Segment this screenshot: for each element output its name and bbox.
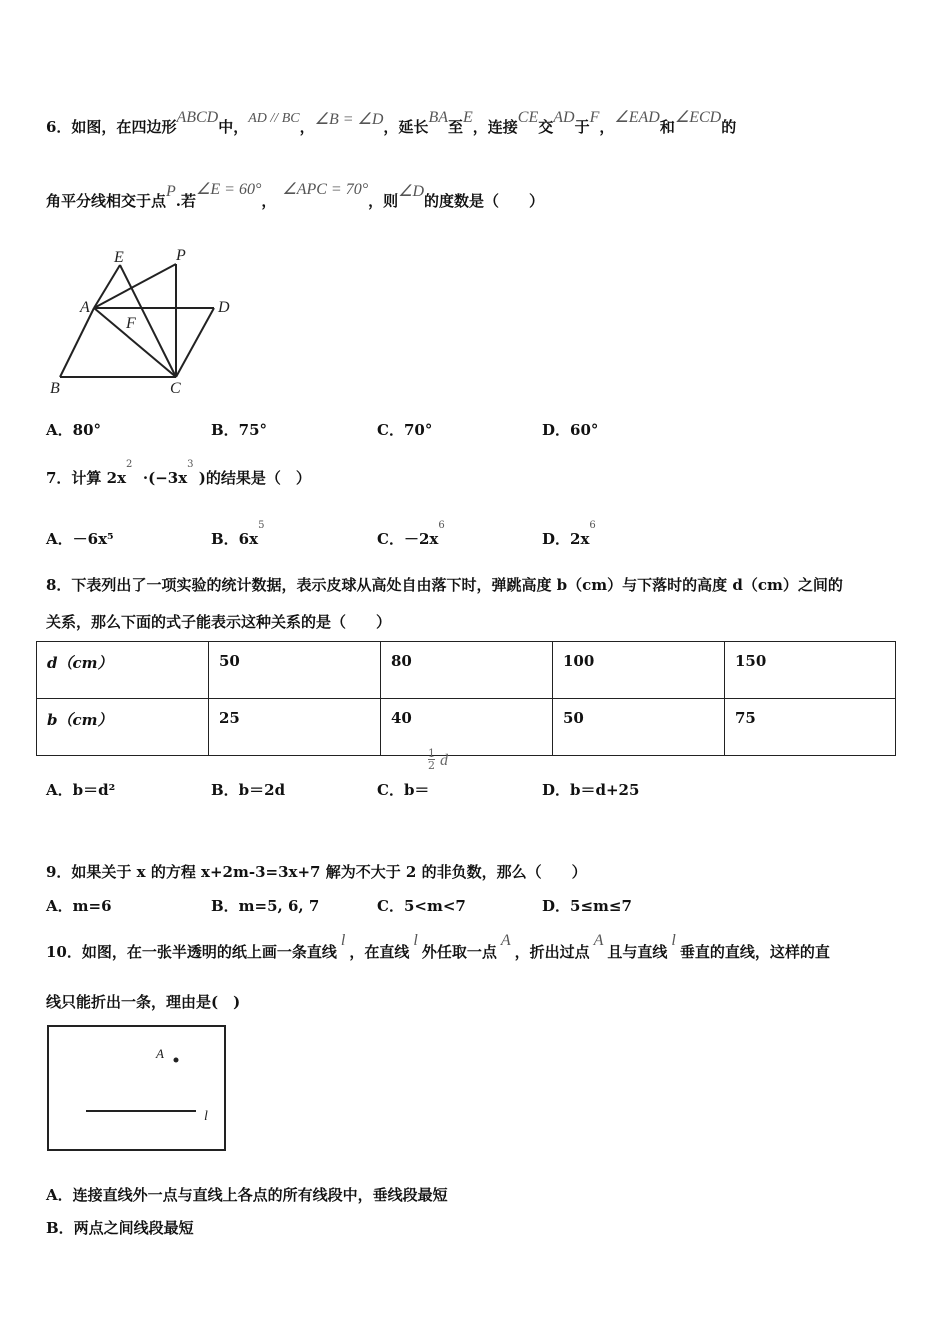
q6-line2 (46, 181, 545, 211)
text: 垂直的直线，这样的直 (679, 943, 830, 961)
text: 角平分线相交于点 (46, 192, 167, 210)
fig-label-b: B (50, 380, 60, 397)
q6-option-c[interactable]: C．70° (377, 421, 433, 439)
q10-paper-figure (46, 1024, 230, 1154)
text: ，延长 (383, 118, 429, 136)
text: ·(−3x (142, 469, 188, 487)
q10-line2: 线只能折出一条，理由是( ) (46, 993, 241, 1011)
q7-stem (46, 459, 311, 488)
text: 的度数是（ ） (424, 192, 545, 210)
table-cell: 100 (553, 642, 725, 699)
table-cell: 50 (209, 642, 381, 699)
math-l: l (413, 932, 418, 949)
q8-data-table (36, 641, 896, 756)
math-p: P (166, 183, 176, 200)
table-cell: 50 (553, 699, 725, 756)
q9-stem: 9．如果关于 x 的方程 x+2m-3=3x+7 解为不大于 2 的非负数，那么（ ） (46, 863, 587, 881)
text: 交 (538, 118, 554, 136)
math-angle-e-60: ∠E = 60° (196, 181, 262, 198)
text: B．6x (211, 530, 259, 548)
table-cell: 75 (725, 699, 896, 756)
q6-option-a[interactable]: A．80° (46, 421, 102, 439)
table-cell: 150 (725, 642, 896, 699)
text: .若 (175, 192, 197, 210)
q8-option-d[interactable]: D．b＝d+25 (542, 781, 640, 799)
math-abcd: ABCD (176, 109, 219, 126)
math-a: A (593, 932, 604, 949)
fraction-one-half (428, 748, 435, 771)
table-row (37, 642, 896, 699)
exponent: 3 (187, 459, 194, 470)
fig-label-c: C (170, 380, 181, 397)
fig-label-d: D (218, 299, 230, 316)
text: ，折出过点 (514, 943, 590, 961)
text: 的 (721, 118, 737, 136)
text: 和 (659, 118, 675, 136)
math-ad: AD (553, 109, 575, 126)
fraction-denominator: 2 (428, 759, 435, 772)
table-cell: d（cm） (37, 642, 209, 699)
math-angle-apc-70: ∠APC = 70° (282, 181, 369, 198)
text: D．2x (542, 530, 590, 548)
q9-option-b[interactable]: B．m=5, 6, 7 (211, 897, 320, 915)
table-cell: 25 (209, 699, 381, 756)
math-angle-b-eq-d: ∠B = ∠D (314, 111, 384, 128)
q7-option-a[interactable]: A．－6x⁵ (46, 530, 114, 548)
math-angle-d: ∠D (398, 183, 425, 200)
text: ，连接 (472, 118, 518, 136)
text: 至 (447, 118, 463, 136)
text: ， (299, 118, 315, 136)
table-cell: b（cm） (37, 699, 209, 756)
text: ，在直线 (349, 943, 410, 961)
q8-line2: 关系，那么下面的式子能表示这种关系的是（ ） (46, 613, 392, 631)
text: ， (599, 118, 615, 136)
q8-option-b[interactable]: B．b＝2d (211, 781, 286, 799)
text: ，则 (368, 192, 399, 210)
q7-option-c[interactable] (377, 520, 445, 549)
exponent: 2 (126, 459, 133, 470)
q8-option-c[interactable]: C．b＝ (377, 781, 430, 799)
math-ce: CE (517, 109, 539, 126)
q7-option-b[interactable] (211, 520, 265, 549)
exponent: 6 (589, 520, 596, 531)
q8-option-a[interactable]: A．b＝d² (46, 781, 116, 799)
q8-line1: 8．下表列出了一项实验的统计数据，表示皮球从高处自由落下时，弹跳高度 b（cm）与下落时的高度 d（cm）之间的 (46, 576, 843, 594)
text: 外任取一点 (421, 943, 497, 961)
q9-option-d[interactable]: D．5≤m≤7 (542, 897, 632, 915)
fig-label-a: A (80, 299, 90, 316)
math-angle-ead: ∠EAD (614, 109, 660, 126)
math-e: E (463, 109, 473, 126)
q9-option-a[interactable]: A．m=6 (46, 897, 112, 915)
q10-option-b[interactable]: B．两点之间线段最短 (46, 1219, 194, 1237)
math-ad-parallel-bc: AD // BC (248, 111, 300, 126)
math-l: l (671, 932, 676, 949)
fraction-variable-d: d (440, 752, 448, 769)
fig-label-p: P (176, 247, 186, 264)
text: 中， (218, 118, 249, 136)
text: 于 (574, 118, 590, 136)
math-a: A (500, 932, 511, 949)
math-f: F (589, 109, 600, 126)
q10-line1 (46, 932, 830, 962)
exponent: 5 (258, 520, 265, 531)
math-l: l (340, 932, 346, 949)
text: )的结果是（ ） (198, 469, 311, 487)
point-a (174, 1058, 179, 1063)
fig-label-e: E (114, 249, 124, 266)
exponent: 6 (438, 520, 445, 531)
paper-border (48, 1026, 225, 1150)
table-cell: 80 (381, 642, 553, 699)
q6-option-d[interactable]: D．60° (542, 421, 599, 439)
q10-option-a[interactable]: A．连接直线外一点与直线上各点的所有线段中，垂线段最短 (46, 1186, 448, 1204)
math-angle-ecd: ∠ECD (674, 109, 722, 126)
q6-line1 (46, 109, 737, 137)
table-cell: 40 (381, 699, 553, 756)
text: 7．计算 2x (46, 469, 127, 487)
q6-number: 6．如图，在四边形 (46, 118, 177, 136)
q7-option-d[interactable] (542, 520, 596, 549)
fraction-numerator: 1 (428, 747, 435, 760)
q9-option-c[interactable]: C．5<m<7 (377, 897, 466, 915)
fig-label-f: F (126, 315, 136, 332)
fig-label-l: l (204, 1109, 208, 1124)
text: C．－2x (377, 530, 439, 548)
text: ， (261, 192, 277, 210)
q6-option-b[interactable]: B．75° (211, 421, 268, 439)
table-row (37, 699, 896, 756)
text: 10．如图，在一张半透明的纸上画一条直线 (46, 943, 337, 961)
math-ba: BA (428, 109, 448, 126)
q6-geometry-figure (44, 240, 244, 400)
fig-label-a: A (156, 1046, 164, 1061)
text: 且与直线 (607, 943, 668, 961)
